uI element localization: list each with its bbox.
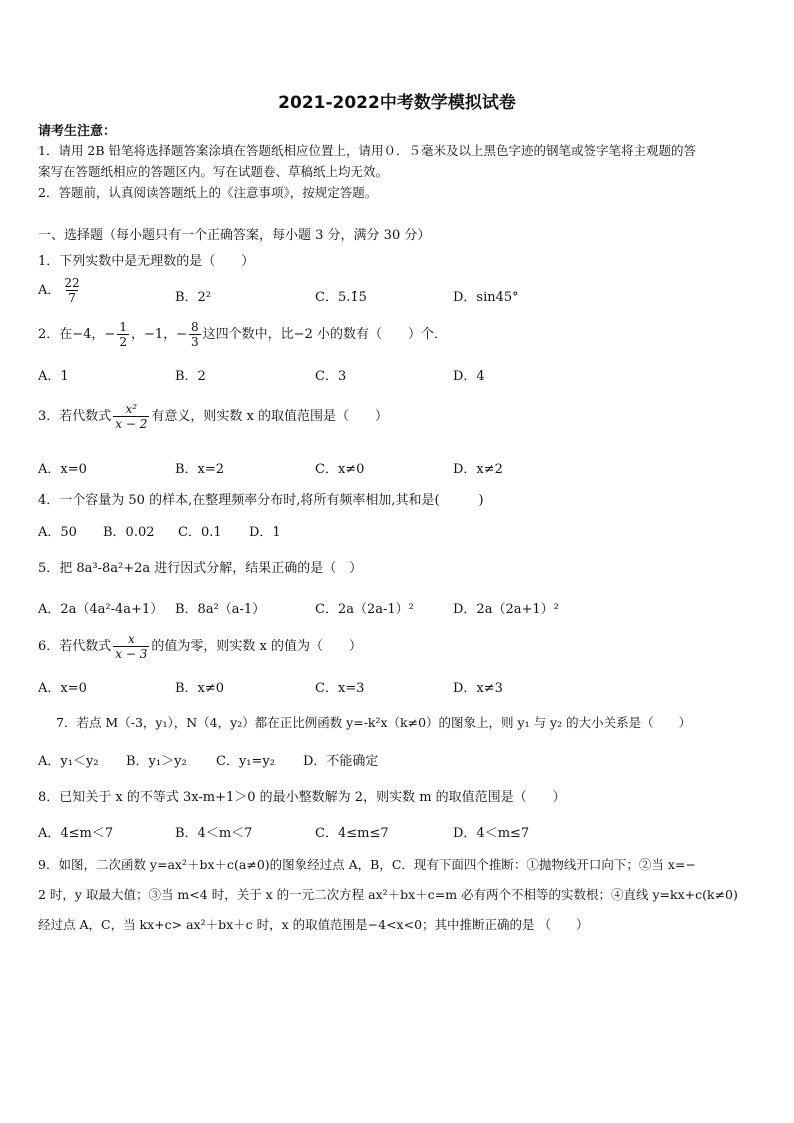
denominator: x − 2 bbox=[115, 417, 148, 431]
q4-option-c: C．0.1 bbox=[178, 525, 222, 540]
q5-option-b: B．8a²（a-1） bbox=[175, 602, 266, 617]
q3-option-d: D．x≠2 bbox=[453, 462, 503, 477]
fraction bbox=[117, 320, 129, 349]
option-label: A． bbox=[38, 283, 61, 298]
numerator: x² bbox=[125, 402, 138, 416]
q8-option-d: D．4＜m≤7 bbox=[453, 826, 530, 841]
q8-option-a: A．4≤m＜7 bbox=[38, 826, 114, 841]
q5-option-d: D．2a（2a+1）² bbox=[453, 602, 559, 617]
text: 2．在−4，− bbox=[38, 327, 116, 342]
fraction bbox=[113, 402, 149, 431]
q4-option-d: D．1 bbox=[249, 525, 281, 540]
text: 有意义，则实数 x 的取值范围是（ ） bbox=[151, 409, 388, 424]
question-7-stem: 7．若点 M（-3，y₁），N（4，y₂）都在正比例函数 y=-k²x（k≠0）的图象上，则 y₁ 与 y₂ 的大小关系是（ ） bbox=[56, 715, 692, 730]
q1-option-d: D．sin45° bbox=[453, 290, 519, 305]
section-heading: 一、选择题（每小题只有一个正确答案，每小题 3 分，满分 30 分） bbox=[38, 228, 431, 243]
fraction bbox=[189, 320, 201, 349]
notice-line-2: 案写在答题纸相应的答题区内。写在试题卷、草稿纸上均无效。 bbox=[38, 164, 389, 179]
fraction bbox=[62, 276, 81, 305]
text: 3．若代数式 bbox=[38, 409, 112, 424]
question-4-stem: 4．一个容量为 50 的样本,在整理频率分布时,将所有频率相加,其和是( ) bbox=[38, 493, 484, 508]
notice-line-3: 2．答题前，认真阅读答题纸上的《注意事项》，按规定答题。 bbox=[38, 185, 378, 200]
q1-option-b: B．2² bbox=[175, 290, 212, 305]
fraction bbox=[113, 632, 149, 661]
question-1-stem: 1．下列实数中是无理数的是（ ） bbox=[38, 254, 255, 269]
q1-option-a bbox=[38, 276, 84, 305]
q2-option-b: B．2 bbox=[175, 369, 206, 384]
q2-option-d: D．4 bbox=[453, 369, 485, 384]
text: 的值为零，则实数 x 的值为（ ） bbox=[151, 639, 362, 654]
q8-option-b: B．4＜m＜7 bbox=[175, 826, 253, 841]
denominator: 3 bbox=[191, 335, 199, 349]
q3-option-c: C．x≠0 bbox=[315, 462, 365, 477]
q7-option-c: C．y₁=y₂ bbox=[216, 754, 275, 769]
numerator: x bbox=[127, 632, 135, 646]
q6-option-d: D．x≠3 bbox=[453, 681, 503, 696]
q4-option-b: B．0.02 bbox=[103, 525, 155, 540]
question-9-line-1: 9．如图，二次函数 y=ax²＋bx＋c(a≠0)的图象经过点 A，B，C．现有下面四个推断：①抛物线开口向下；②当 x=− bbox=[38, 857, 696, 872]
notice-line-1: 1．请用 2B 铅笔将选择题答案涂填在答题纸相应位置上，请用０．５毫米及以上黑色字迹的钢笔或签字笔将主观题的答 bbox=[38, 143, 697, 158]
question-6-stem bbox=[38, 632, 362, 661]
page-title: 2021-2022中考数学模拟试卷 bbox=[278, 93, 516, 113]
text: ，−1，− bbox=[130, 327, 188, 342]
q8-option-c: C．4≤m≤7 bbox=[315, 826, 389, 841]
denominator: 7 bbox=[68, 291, 76, 305]
numerator: 22 bbox=[64, 276, 80, 290]
question-9-line-2: 2 时，y 取最大值；③当 m<4 时，关于 x 的一元二次方程 ax²＋bx＋c=m 必有两个不相等的实数根；④直线 y=kx+c(k≠0) bbox=[38, 887, 738, 902]
question-3-stem bbox=[38, 402, 388, 431]
question-9-line-3: 经过点 A，C，当 kx+c> ax²＋bx＋c 时，x 的取值范围是−4<x<0；其中推断正确的是 （ ） bbox=[38, 917, 589, 932]
question-5-stem: 5．把 8a³-8a²+2a 进行因式分解，结果正确的是（ ） bbox=[38, 561, 363, 576]
text: 这四个数中，比−2 小的数有（ ）个． bbox=[202, 327, 447, 342]
q3-option-b: B．x=2 bbox=[175, 462, 225, 477]
q7-option-a: A．y₁＜y₂ bbox=[38, 754, 99, 769]
q1-option-c: C．5.1̇5̇ bbox=[315, 290, 367, 305]
q4-option-a: A．50 bbox=[38, 525, 77, 540]
q5-option-c: C．2a（2a-1）² bbox=[315, 602, 414, 617]
text: 6．若代数式 bbox=[38, 639, 112, 654]
denominator: 2 bbox=[119, 335, 127, 349]
q7-option-d: D．不能确定 bbox=[303, 754, 379, 769]
q3-option-a: A．x=0 bbox=[38, 462, 87, 477]
question-8-stem: 8．已知关于 x 的不等式 3x-m+1＞0 的最小整数解为 2，则实数 m 的取值范围是（ ） bbox=[38, 790, 566, 805]
q7-option-b: B．y₁＞y₂ bbox=[126, 754, 187, 769]
q6-option-a: A．x=0 bbox=[38, 681, 87, 696]
q6-option-c: C．x=3 bbox=[315, 681, 365, 696]
q6-option-b: B．x≠0 bbox=[175, 681, 225, 696]
question-2-stem bbox=[38, 320, 447, 349]
numerator: 8 bbox=[191, 320, 199, 334]
q5-option-a: A．2a（4a²-4a+1） bbox=[38, 602, 164, 617]
notice-heading: 请考生注意： bbox=[38, 124, 117, 139]
q2-option-a: A．1 bbox=[38, 369, 69, 384]
denominator: x − 3 bbox=[115, 647, 148, 661]
q2-option-c: C．3 bbox=[315, 369, 347, 384]
numerator: 1 bbox=[119, 320, 127, 334]
